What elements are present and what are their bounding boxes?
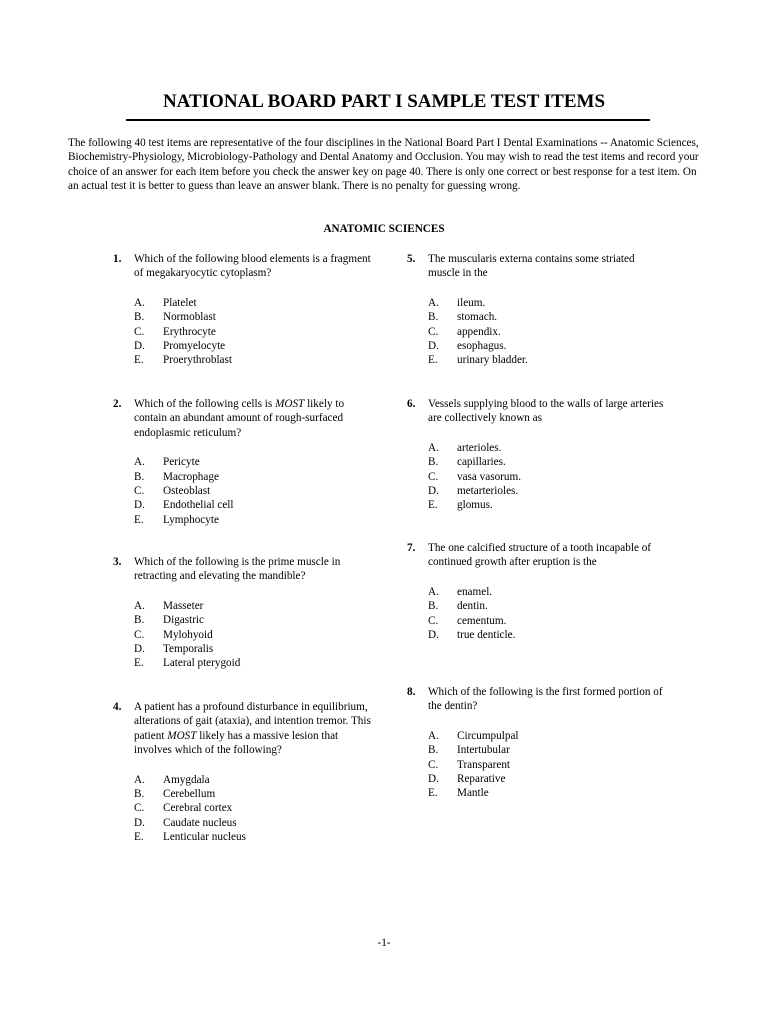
option-text: esophagus. bbox=[457, 340, 507, 353]
option-text: Lymphocyte bbox=[163, 513, 219, 526]
answer-options bbox=[134, 599, 375, 671]
answer-option bbox=[134, 830, 375, 844]
option-text: vasa vasorum. bbox=[457, 470, 522, 483]
option-letter: B. bbox=[134, 788, 145, 801]
option-text: urinary bladder. bbox=[457, 354, 528, 367]
answer-option bbox=[428, 470, 669, 484]
option-letter: D. bbox=[428, 773, 439, 786]
question-stem: Vessels supplying blood to the walls of large arteries are collectively known as bbox=[428, 398, 664, 425]
answer-option bbox=[428, 729, 669, 743]
option-letter: D. bbox=[428, 485, 439, 498]
question-stem: Which of the following cells is MOST likely to contain an abundant amount of rough-surfaced endoplasmic reticulum? bbox=[134, 398, 345, 439]
answer-options bbox=[428, 441, 669, 513]
option-text: Transparent bbox=[457, 758, 511, 771]
answer-options bbox=[134, 773, 375, 845]
answer-option bbox=[134, 773, 375, 787]
option-letter: A. bbox=[134, 456, 145, 469]
option-text: Mylohyoid bbox=[163, 628, 213, 641]
option-letter: A. bbox=[134, 773, 145, 786]
option-letter: A. bbox=[134, 296, 145, 309]
question-stem: The one calcified structure of a tooth incapable of continued growth after eruption is the bbox=[428, 542, 652, 569]
question-number: 6. bbox=[407, 398, 416, 410]
option-text: Normoblast bbox=[163, 311, 216, 324]
option-text: Digastric bbox=[163, 614, 205, 627]
answer-option bbox=[428, 455, 669, 469]
answer-option bbox=[134, 455, 375, 469]
question-stem: Which of the following blood elements is a fragment of megakaryocytic cytoplasm? bbox=[134, 253, 371, 280]
title-underline bbox=[126, 119, 650, 121]
option-text: glomus. bbox=[457, 499, 493, 512]
option-letter: E. bbox=[428, 787, 438, 800]
answer-option bbox=[134, 296, 375, 310]
question-number: 3. bbox=[113, 556, 122, 568]
question-4 bbox=[113, 700, 375, 845]
question-number: 5. bbox=[407, 253, 416, 265]
option-text: Endothelial cell bbox=[163, 499, 234, 512]
answer-option bbox=[134, 498, 375, 512]
answer-option bbox=[428, 743, 669, 757]
option-letter: C. bbox=[428, 614, 439, 627]
answer-option bbox=[134, 310, 375, 324]
answer-option bbox=[428, 325, 669, 339]
option-text: dentin. bbox=[457, 600, 488, 613]
option-letter: D. bbox=[134, 816, 145, 829]
option-letter: D. bbox=[134, 340, 145, 353]
option-letter: B. bbox=[134, 311, 145, 324]
question-stem: A patient has a profound disturbance in equilibrium, alterations of gait (ataxia), and intention tremor. This patient MOST likely has a massive lesion that involves which of the following? bbox=[134, 701, 371, 757]
answer-option bbox=[428, 585, 669, 599]
option-text: Erythrocyte bbox=[163, 325, 216, 338]
answer-options bbox=[428, 729, 669, 801]
answer-option bbox=[134, 816, 375, 830]
question-7 bbox=[407, 541, 669, 642]
option-letter: D. bbox=[134, 643, 145, 656]
option-letter: B. bbox=[134, 614, 145, 627]
answer-option bbox=[428, 310, 669, 324]
option-text: Lenticular nucleus bbox=[163, 831, 246, 844]
answer-option bbox=[134, 470, 375, 484]
answer-options bbox=[134, 455, 375, 527]
page-number: -1- bbox=[377, 937, 391, 949]
answer-options bbox=[428, 585, 669, 643]
option-text: Circumpulpal bbox=[457, 729, 519, 742]
option-letter: B. bbox=[428, 744, 439, 757]
option-letter: A. bbox=[428, 296, 439, 309]
answer-option bbox=[428, 758, 669, 772]
answer-option bbox=[428, 296, 669, 310]
question-3 bbox=[113, 555, 375, 671]
option-letter: B. bbox=[134, 470, 145, 483]
question-6 bbox=[407, 397, 669, 513]
option-text: Caudate nucleus bbox=[163, 816, 237, 829]
option-letter: C. bbox=[134, 628, 145, 641]
option-letter: E. bbox=[428, 499, 438, 512]
answer-option bbox=[134, 787, 375, 801]
question-stem: Which of the following is the first formed portion of the dentin? bbox=[428, 686, 663, 713]
option-letter: A. bbox=[134, 599, 145, 612]
option-text: stomach. bbox=[457, 311, 498, 324]
question-number: 2. bbox=[113, 398, 122, 410]
option-text: Reparative bbox=[457, 773, 506, 786]
answer-option bbox=[428, 599, 669, 613]
option-letter: E. bbox=[134, 354, 144, 367]
question-1 bbox=[113, 252, 375, 368]
answer-option bbox=[134, 325, 375, 339]
option-letter: E. bbox=[134, 513, 144, 526]
option-letter: E. bbox=[134, 657, 144, 670]
section-heading: ANATOMIC SCIENCES bbox=[323, 223, 445, 235]
question-stem: Which of the following is the prime muscle in retracting and elevating the mandible? bbox=[134, 556, 341, 583]
option-text: Cerebral cortex bbox=[163, 802, 233, 815]
option-text: Amygdala bbox=[163, 773, 210, 786]
answer-option bbox=[428, 498, 669, 512]
option-letter: C. bbox=[134, 485, 145, 498]
answer-option bbox=[134, 642, 375, 656]
question-5 bbox=[407, 252, 669, 368]
answer-option bbox=[428, 614, 669, 628]
answer-option bbox=[428, 353, 669, 367]
option-text: capillaries. bbox=[457, 456, 506, 469]
option-letter: A. bbox=[428, 585, 439, 598]
option-letter: D. bbox=[428, 340, 439, 353]
option-text: Pericyte bbox=[163, 456, 200, 469]
option-text: Intertubular bbox=[457, 744, 510, 757]
option-text: Cerebellum bbox=[163, 788, 216, 801]
answer-option bbox=[428, 628, 669, 642]
option-letter: A. bbox=[428, 441, 439, 454]
question-stem: The muscularis externa contains some striated muscle in the bbox=[428, 253, 635, 280]
question-2 bbox=[113, 397, 375, 527]
page-title: NATIONAL BOARD PART I SAMPLE TEST ITEMS bbox=[162, 91, 606, 112]
option-text: true denticle. bbox=[457, 629, 516, 642]
answer-option bbox=[134, 628, 375, 642]
option-text: Lateral pterygoid bbox=[163, 657, 241, 670]
option-text: Mantle bbox=[457, 787, 489, 800]
answer-option bbox=[134, 599, 375, 613]
answer-option bbox=[428, 484, 669, 498]
question-number: 7. bbox=[407, 542, 416, 554]
answer-option bbox=[428, 441, 669, 455]
option-text: Promyelocyte bbox=[163, 340, 226, 353]
answer-option bbox=[134, 613, 375, 627]
option-letter: C. bbox=[134, 325, 145, 338]
option-text: cementum. bbox=[457, 614, 507, 627]
option-letter: E. bbox=[428, 354, 438, 367]
option-letter: C. bbox=[428, 470, 439, 483]
option-letter: D. bbox=[428, 629, 439, 642]
answer-option bbox=[134, 513, 375, 527]
option-text: Osteoblast bbox=[163, 485, 211, 498]
answer-option bbox=[134, 339, 375, 353]
answer-option bbox=[134, 656, 375, 670]
option-text: Platelet bbox=[163, 296, 197, 309]
option-letter: C. bbox=[134, 802, 145, 815]
question-number: 4. bbox=[113, 701, 122, 713]
option-text: Macrophage bbox=[163, 470, 219, 483]
option-letter: D. bbox=[134, 499, 145, 512]
option-letter: B. bbox=[428, 456, 439, 469]
intro-paragraph: The following 40 test items are representative of the four disciplines in the National Board Part I Dental Examinations -- Anatomic Sciences, Biochemistry-Physiology, Microbiology-Pathology and Dental Anatomy and Occlusion. You may wish to read the test items and record your choice of an answer for each item before you check the answer key on page 40. There is only one correct or best response for a test item. On an actual test it is better to guess than leave an answer blank. There is no penalty for guessing wrong. bbox=[68, 137, 699, 193]
answer-options bbox=[134, 296, 375, 368]
option-letter: B. bbox=[428, 311, 439, 324]
answer-option bbox=[428, 339, 669, 353]
option-letter: B. bbox=[428, 600, 439, 613]
answer-option bbox=[134, 484, 375, 498]
option-letter: C. bbox=[428, 325, 439, 338]
option-text: enamel. bbox=[457, 585, 493, 598]
option-letter: A. bbox=[428, 729, 439, 742]
question-number: 1. bbox=[113, 253, 122, 265]
answer-option bbox=[134, 353, 375, 367]
option-text: arterioles. bbox=[457, 441, 502, 454]
option-text: ileum. bbox=[457, 296, 486, 309]
option-letter: E. bbox=[134, 831, 144, 844]
question-number: 8. bbox=[407, 686, 416, 698]
option-text: Masseter bbox=[163, 599, 204, 612]
option-letter: C. bbox=[428, 758, 439, 771]
option-text: Temporalis bbox=[163, 643, 214, 656]
answer-option bbox=[428, 786, 669, 800]
option-text: Proerythroblast bbox=[163, 354, 232, 367]
question-8 bbox=[407, 685, 669, 801]
answer-option bbox=[134, 801, 375, 815]
option-text: appendix. bbox=[457, 325, 501, 338]
option-text: metarterioles. bbox=[457, 485, 519, 498]
answer-options bbox=[428, 296, 669, 368]
answer-option bbox=[428, 772, 669, 786]
